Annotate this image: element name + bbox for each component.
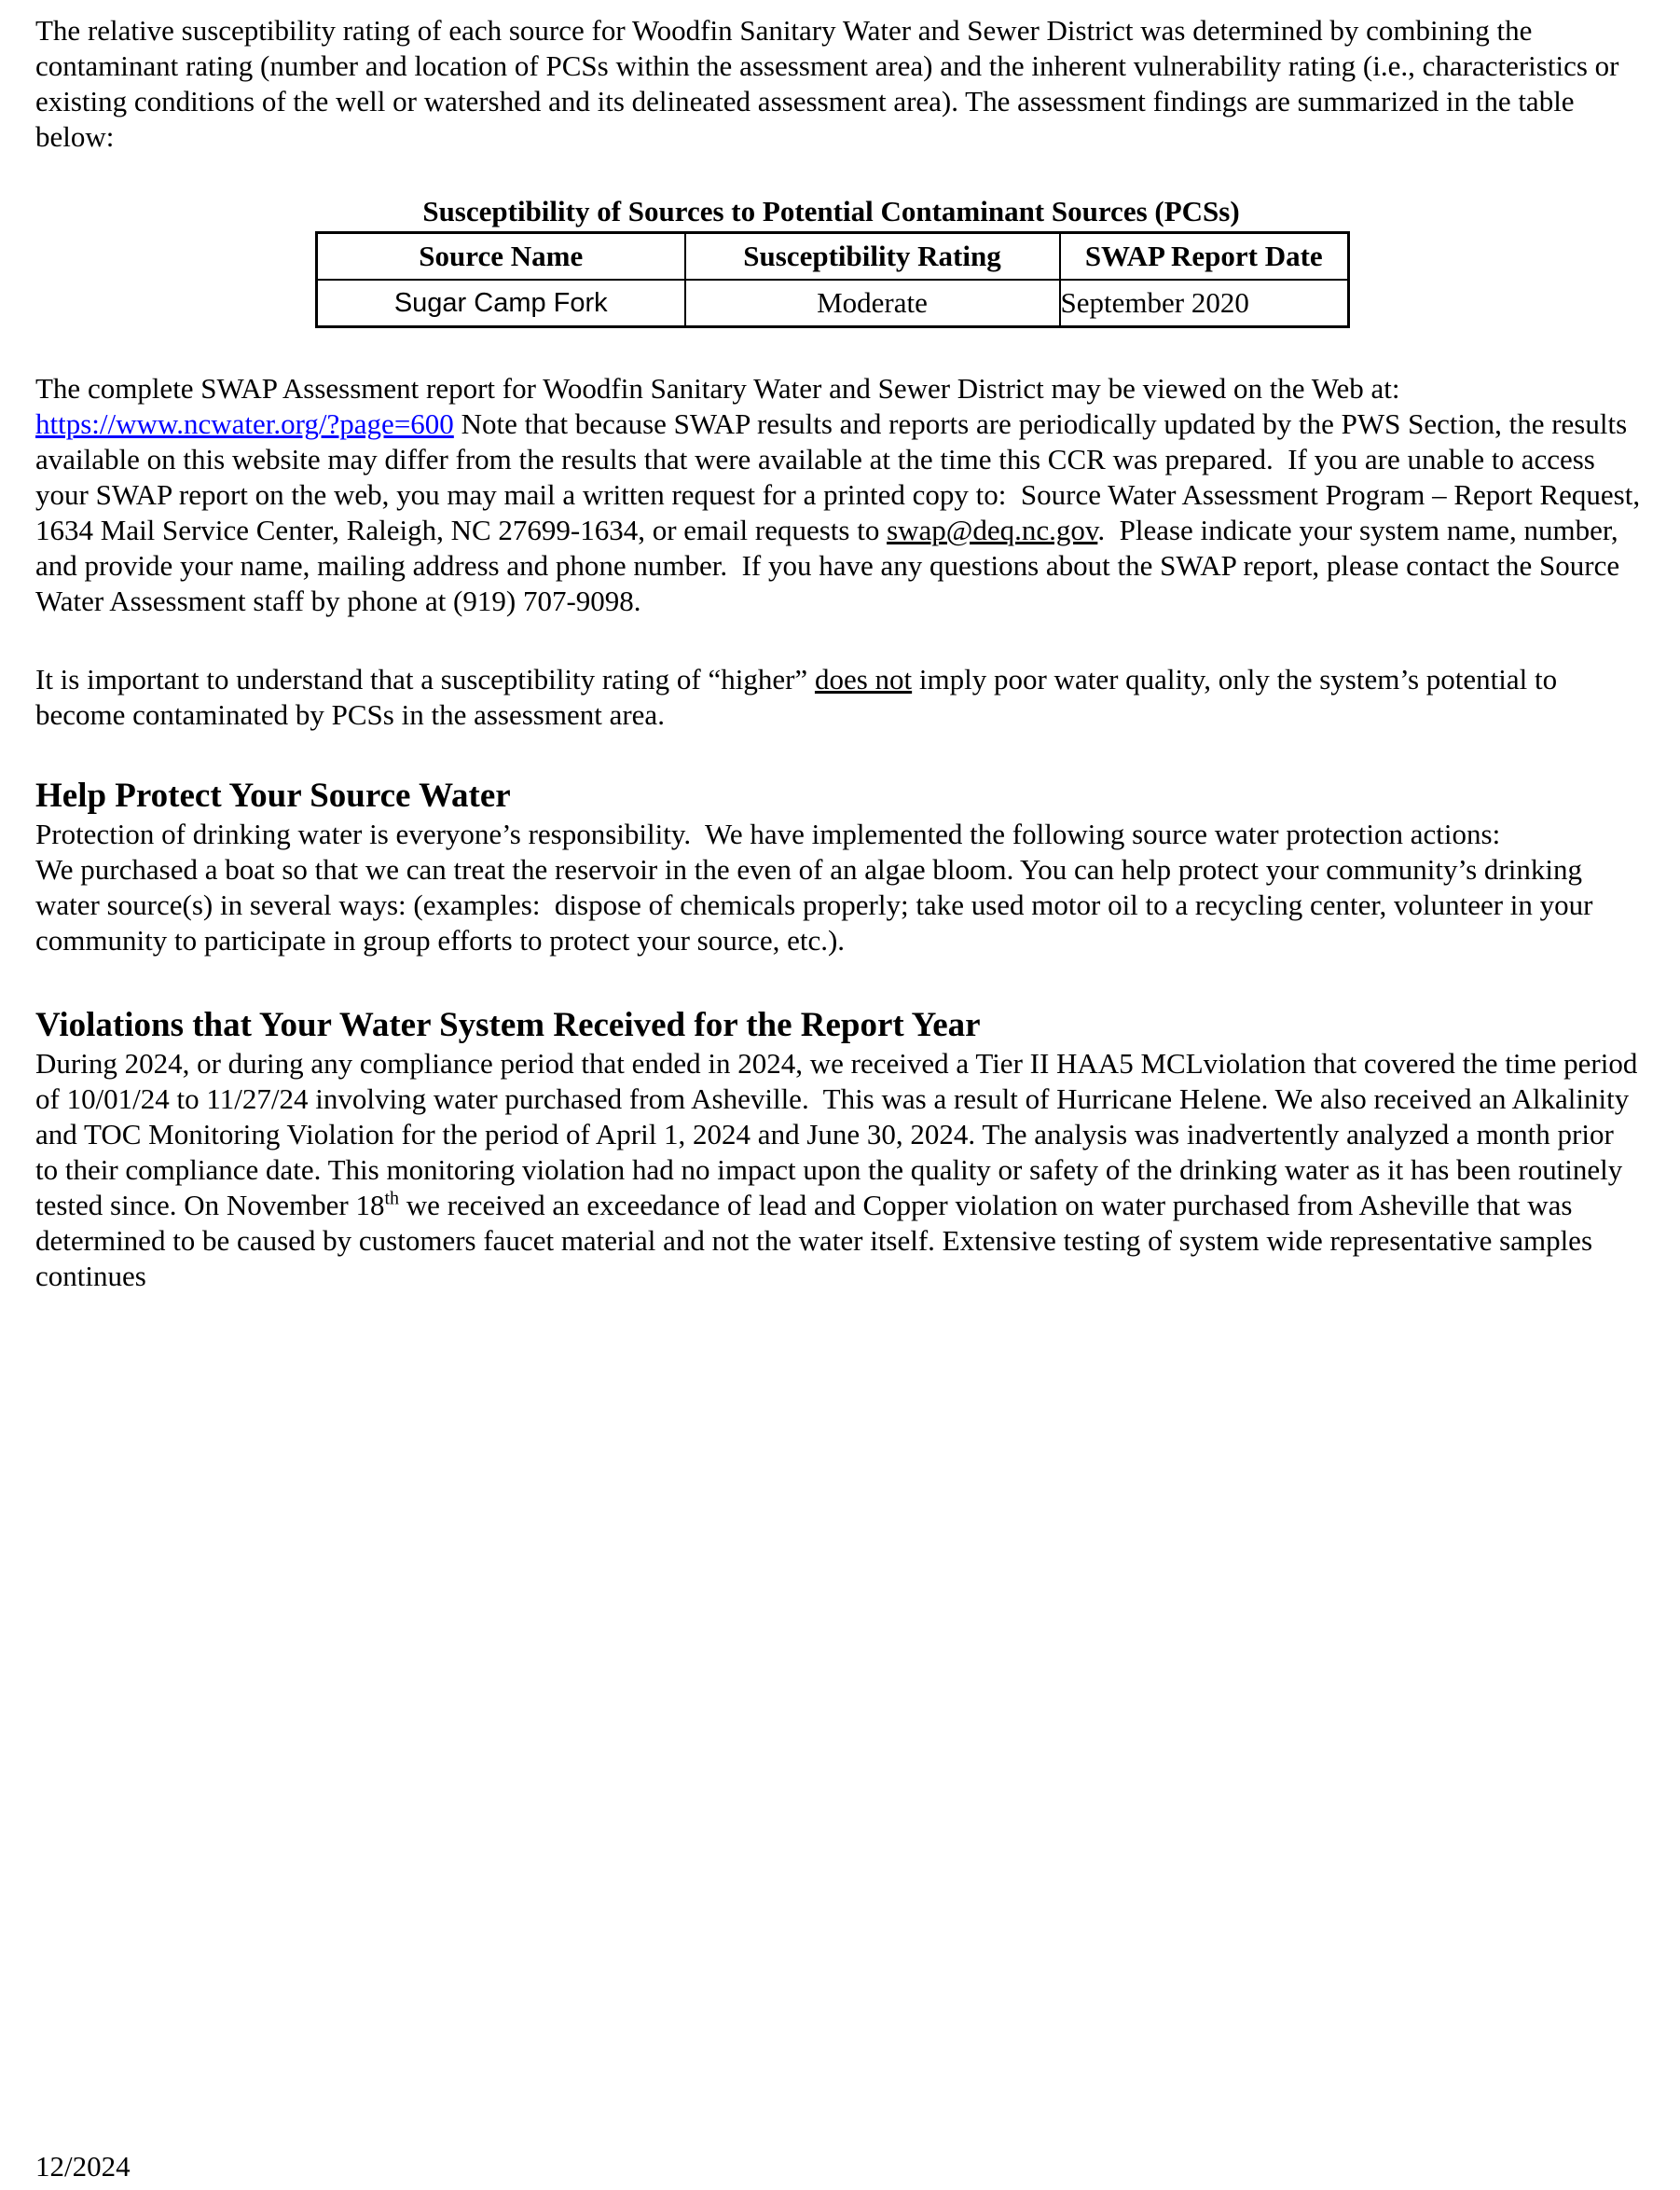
susceptibility-table <box>315 231 1350 328</box>
cell-swap-report-date: September 2020 <box>1060 280 1349 327</box>
intro-paragraph: The relative susceptibility rating of each source for Woodfin Sanitary Water and Sewer District was determined by combining the contaminant rating (number and location of PCSs within the assessment area) and the inherent vulnerability rating (i.e., characteristics or existing conditions of the well or watershed and its delineated assessment area). The assessment findings are summarized in the table below: <box>35 14 1627 153</box>
susceptibility-table-block <box>315 194 1347 328</box>
header-source-name: Source Name <box>317 233 685 281</box>
header-susceptibility-rating: Susceptibility Rating <box>685 233 1060 281</box>
swap-email-link[interactable]: swap@deq.nc.gov <box>887 514 1098 546</box>
swap-paragraph-after-email: . Please indicate your system name, number, and provide your name, mailing address and phone number. If you have any questions about the SWAP report, please contact the Source Water Assessment staff by phone at (919) 707-9098. <box>35 514 1627 617</box>
violations-paragraph <box>35 1046 1646 1294</box>
violations-before-sup: During 2024, or during any compliance period that ended in 2024, we received a Tier II HAA5 MCLviolation that covered the time period of 10/01/24 to 11/27/24 involving water purchased from Asheville. This was a result of Hurricane Helene. We also received an Alkalinity and TOC Monitoring Violation for the period of April 1, 2024 and June 30, 2024. The analysis was inadvertently analyzed a month prior to their compliance date. This monitoring violation had no impact upon the quality or safety of the drinking water as it has been routinely tested since. On November 18 <box>35 1047 1646 1221</box>
cell-susceptibility-rating: Moderate <box>685 280 1060 327</box>
help-protect-heading: Help Protect Your Source Water <box>35 777 511 815</box>
violations-heading: Violations that Your Water System Received for the Report Year <box>35 1006 981 1044</box>
note-before: It is important to understand that a susceptibility rating of “higher” <box>35 663 815 696</box>
help-protect-line1: Protection of drinking water is everyone’s responsibility. We have implemented the following source water protection actions: <box>35 818 1501 850</box>
cell-source-name: Sugar Camp Fork <box>317 280 685 327</box>
swap-report-paragraph <box>35 371 1647 619</box>
table-header-row <box>317 233 1349 281</box>
help-protect-body: We purchased a boat so that we can treat the reservoir in the even of an algae bloom. You can help protect your community’s drinking water source(s) in several ways: (examples: dispose of chemicals properly; take used motor oil to a recycling center, volunteer in your community to participate in group efforts to protect your source, etc.). <box>35 853 1601 957</box>
ncwater-link[interactable]: https://www.ncwater.org/?page=600 <box>35 407 454 440</box>
swap-paragraph-before-link: The complete SWAP Assessment report for Woodfin Sanitary Water and Sewer District may be viewed on the Web at: <box>35 372 1408 405</box>
header-swap-report-date: SWAP Report Date <box>1060 233 1349 281</box>
note-after: imply poor water quality, only the system’s potential to become contaminated by PCSs in the assessment area. <box>35 663 1564 731</box>
table-row <box>317 280 1349 327</box>
violations-ordinal-sup: th <box>384 1188 400 1209</box>
susceptibility-note-paragraph <box>35 662 1643 733</box>
swap-paragraph-after-link: Note that because SWAP results and reports are periodically updated by the PWS Section, the results available on this website may differ from the results that were available at the time this CCR was prepared. If you are unable to access your SWAP report on the web, you may mail a written request for a printed copy to: Source Water Assessment Program – Report Request, 1634 Mail Service Center, Raleigh, NC 27699-1634, or email requests to <box>35 407 1647 546</box>
table-caption: Susceptibility of Sources to Potential Contaminant Sources (PCSs) <box>422 195 1240 227</box>
note-does-not-underline: does not <box>814 663 913 696</box>
violations-after-sup: we received an exceedance of lead and Copper violation on water purchased from Asheville that was determined to be caused by customers faucet material and not the water itself. Extensive testing of system wide representative samples continues <box>35 1189 1600 1292</box>
footer-date: 12/2024 <box>35 2150 131 2183</box>
